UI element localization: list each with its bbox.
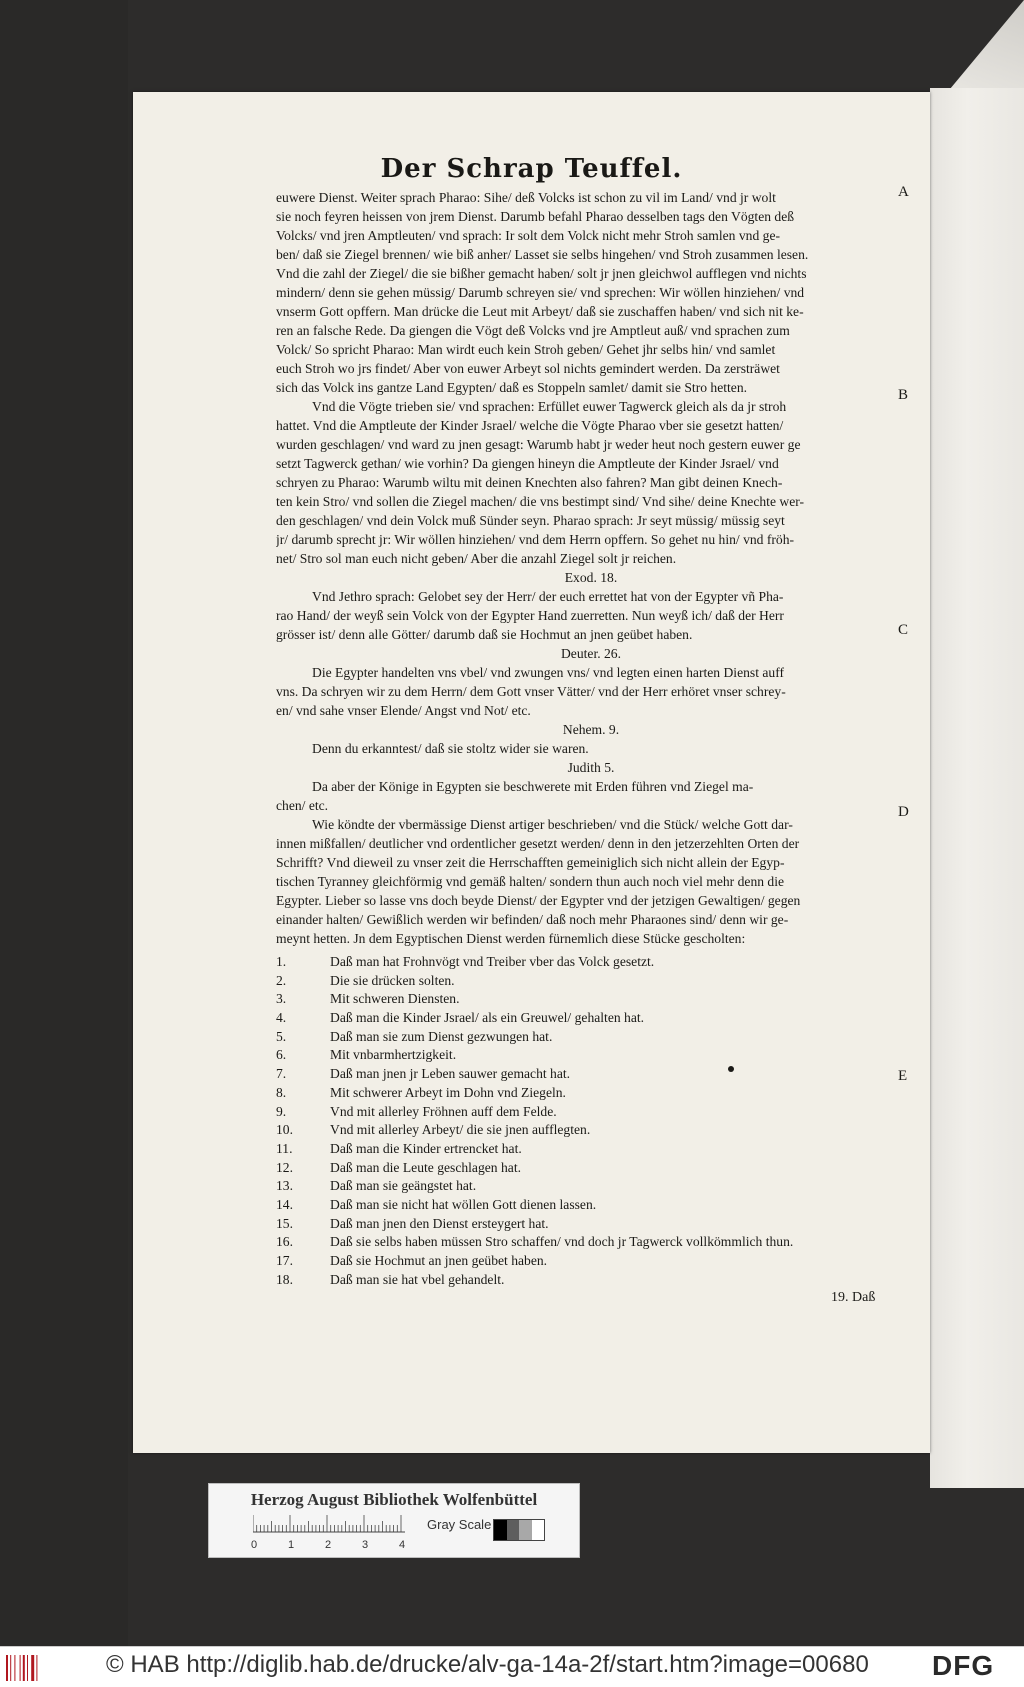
text-line: den geschlagen/ vnd dein Volck muß Sünder seyn. Pharao sprach: Jr seyt müssig/ müssig seyt [276, 513, 785, 528]
list-item-number: 10. [276, 1122, 293, 1138]
list-item-text: Daß man die Leute geschlagen hat. [330, 1159, 521, 1175]
text-line: Vnd die Vögte trieben sie/ vnd sprachen: Erfüllet euwer Tagwerck gleich als da jr stroh [312, 399, 787, 414]
barcode-bar [20, 1655, 21, 1681]
gray-scale-label: Gray Scale [427, 1517, 492, 1532]
barcode-icon [6, 1655, 46, 1681]
list-item [276, 1084, 1024, 1103]
text-line: jr/ darumb sprecht jr: Wir wöllen hinziehen/ vnd dem Herrn opffern. So gehet nu hin/ vnd fröh- [276, 532, 795, 547]
list-item-number: 8. [276, 1084, 287, 1100]
list-item [276, 1271, 1024, 1290]
list-item-text: Daß man sie zum Dienst gezwungen hat. [330, 1028, 553, 1044]
ruler-number: 1 [288, 1539, 295, 1551]
list-item-text: Daß man die Kinder Jsrael/ als ein Greuwel/ gehalten hat. [330, 1010, 645, 1026]
list-item-text: Daß man sie geängstet hat. [330, 1178, 477, 1194]
text-line: sich das Volck ins gantze Land Egypten/ daß es Stoppeln samlet/ damit sie Stro hetten. [276, 380, 748, 395]
scripture-reference: Deuter. 26. [560, 646, 622, 661]
text-line: sie noch feyren heissen von jrem Dienst. Darumb befahl Pharao desselben tags den Vögten deß [276, 209, 795, 224]
list-item [276, 953, 1024, 972]
list-item-text: Mit schweren Diensten. [330, 991, 460, 1007]
list-item-number: 1. [276, 954, 287, 969]
margin-letter-b: B [898, 387, 909, 403]
ruler-icon [253, 1515, 405, 1533]
ruler-number: 2 [325, 1539, 332, 1551]
list-item [276, 1103, 1024, 1122]
list-item [276, 1140, 1024, 1159]
list-item [276, 1177, 1024, 1196]
margin-letter-d: D [898, 804, 909, 820]
text-line: euwere Dienst. Weiter sprach Pharao: Sihe/ deß Volcks ist schon zu vil im Land/ vnd jr wolt [276, 190, 776, 205]
list-item-number: 15. [276, 1215, 293, 1231]
text-line: vnserm Gott opffern. Man drücke die Leut mit Arbeyt/ daß sie zuschaffen haben/ vnd sich nit ke- [276, 304, 804, 319]
list-item-number: 4. [276, 1010, 287, 1026]
list-item [276, 990, 1024, 1009]
copyright-url[interactable]: © HAB http://diglib.hab.de/drucke/alv-ga-14a-2f/start.htm?image=00680 [106, 1651, 869, 1678]
dfg-logo: DFG [932, 1650, 995, 1681]
text-line: ren an falsche Rede. Da giengen die Vögt deß Volcks vnd jre Amptleut auß/ vnd sprachen zum [276, 323, 790, 338]
text-line: ben/ daß sie Ziegel brennen/ wie biß anher/ Lasset sie selbs hingehen/ vnd Stroh zusammen lesen. [276, 247, 809, 262]
text-line: Vnd Jethro sprach: Gelobet sey der Herr/ der euch errettet hat von der Egypter vñ Pha- [312, 589, 784, 604]
gray-swatch [532, 1520, 545, 1540]
text-line: mindern/ denn sie gehen müssig/ Darumb schreyen sie/ vnd sprechen: Wir wöllen hinziehen/ vnd [276, 285, 805, 300]
barcode-bar [31, 1655, 34, 1681]
list-item-number: 14. [276, 1196, 293, 1212]
list-item-number: 2. [276, 972, 287, 988]
barcode-bar [14, 1655, 15, 1681]
barcode-bar [23, 1655, 25, 1681]
running-title: Der Schrap Teuffel. [380, 154, 683, 184]
list-item [276, 1159, 1024, 1178]
ink-spot [728, 1066, 734, 1072]
gray-swatch [507, 1520, 520, 1540]
list-item-number: 9. [276, 1103, 287, 1119]
margin-letter-c: C [898, 622, 909, 638]
list-item-text: Daß sie selbs haben müssen Stro schaffen/ vnd doch jr Tagwerck vollkömmlich thun. [330, 1234, 794, 1250]
gray-swatch [519, 1520, 532, 1540]
scan-color-target [208, 1483, 580, 1558]
gray-swatch [494, 1520, 507, 1540]
list-item-text: Daß man jnen jr Leben sauwer gemacht hat. [330, 1066, 571, 1082]
list-item-text: Daß man sie hat vbel gehandelt. [330, 1271, 505, 1287]
list-item-number: 5. [276, 1028, 287, 1044]
barcode-bar [10, 1655, 11, 1681]
ruler-number: 3 [362, 1539, 369, 1551]
barcode-bar [6, 1655, 8, 1681]
text-line: en/ vnd sahe vnser Elende/ Angst vnd Not/ etc. [276, 703, 531, 718]
ruler-numbers [251, 1539, 431, 1553]
text-line: Volck/ So spricht Pharao: Man wirdt euch kein Stroh geben/ Gehet jhr selbs hin/ vnd samlet [276, 342, 776, 357]
list-item-text: Die sie drücken solten. [330, 972, 455, 988]
list-item [276, 1215, 1024, 1234]
text-line: setzt Tagwerck gethan/ wie vorhin? Da giengen hineyn die Amptleute der Kinder Jsrael/ vnd [276, 456, 779, 471]
text-line: net/ Stro sol man euch nicht geben/ Aber die anzahl Ziegel solt jr reichen. [276, 551, 677, 566]
text-line: Schrifft? Vnd dieweil zu vnser zeit die Herrschafften gemeiniglich sich nicht allein der Egyp- [276, 855, 785, 870]
list-item-text: Daß sie Hochmut an jnen geübet haben. [330, 1253, 548, 1268]
list-item [276, 1028, 1024, 1047]
barcode-bar [36, 1655, 37, 1681]
text-line: Egypter. Lieber so lasse vns doch beyde Dienst/ der Egypter vnd der jetzigen Gewaltigen/ gegen [276, 893, 801, 908]
text-line: hattet. Vnd die Amptleute der Kinder Jsrael/ welche die Vögte Pharao vber sie gesetzt hatten/ [276, 418, 784, 433]
text-line: wurden geschlagen/ vnd ward zu jnen gesagt: Warumb habt jr weder heut noch gestern euwer ge [276, 437, 801, 452]
numbered-list [276, 953, 1024, 1289]
text-line: Denn du erkanntest/ daß sie stoltz wider sie waren. [312, 741, 589, 756]
barcode-bar [27, 1655, 28, 1681]
text-line: schryen zu Pharao: Warumb wiltu mit deinen Knechten also fahren? Man gibt deinen Knech- [276, 475, 783, 490]
list-item-text: Daß man die Kinder ertrencket hat. [330, 1140, 522, 1156]
list-item [276, 972, 1024, 991]
text-line: Die Egypter handelten vns vbel/ vnd zwungen vns/ vnd legten einen harten Dienst auff [312, 665, 785, 680]
gray-scale-swatches [493, 1519, 545, 1541]
list-item [276, 1252, 1024, 1271]
list-item-text: Vnd mit allerley Arbeyt/ die sie jnen aufflegten. [330, 1122, 591, 1138]
text-line: Volcks/ vnd jren Amptleuten/ vnd sprach: Ir solt dem Volck nicht mehr Stroh samlen vnd ge- [276, 228, 781, 243]
text-line: grösser ist/ denn alle Götter/ darumb daß sie Hochmut an jnen geübet haben. [276, 627, 693, 642]
text-line: rao Hand/ der weyß sein Volck von der Egypter Hand zuerretten. Nun weyß ich/ daß der Herr [276, 608, 784, 623]
scripture-reference: Nehem. 9. [562, 722, 620, 737]
text-line: ten kein Stro/ vnd sollen die Ziegel machen/ die vns bestimpt sind/ Vnd sihe/ deine Knechte wer- [276, 494, 805, 509]
text-line: Vnd die zahl der Ziegel/ die sie bißher gemacht haben/ solt jr jnen gleichwol aufflegen vnd nichts [276, 266, 807, 281]
list-item [276, 1046, 1024, 1065]
text-line: Wie köndte der vbermässige Dienst artiger beschrieben/ vnd die Stück/ welche Gott dar- [312, 817, 793, 832]
list-item-text: Vnd mit allerley Fröhnen auff dem Felde. [330, 1103, 557, 1119]
list-item [276, 1121, 1024, 1140]
ruler-number: 4 [399, 1539, 406, 1551]
document-page [133, 92, 930, 1453]
list-item-text: Daß man sie nicht hat wöllen Gott dienen lassen. [330, 1196, 597, 1212]
list-item [276, 1065, 1024, 1084]
list-item-text: Daß man jnen den Dienst ersteygert hat. [330, 1215, 549, 1231]
text-line: meynt hetten. Jn dem Egyptischen Dienst werden fürnemlich diese Stücke gescholten: [276, 931, 746, 946]
margin-letter-e: E [898, 1068, 908, 1084]
list-item-number: 7. [276, 1066, 287, 1082]
text-line: tischen Tyranney gleichförmig vnd gemäß halten/ sondern thun auch noch viel mehr denn die [276, 874, 785, 889]
list-item-number: 18. [276, 1271, 293, 1287]
ruler-number: 0 [251, 1539, 258, 1551]
list-item-text: Mit vnbarmhertzigkeit. [330, 1047, 457, 1063]
margin-letter-a: A [898, 184, 909, 200]
scripture-reference: Exod. 18. [564, 570, 618, 585]
list-item-number: 11. [276, 1140, 293, 1156]
list-item-text: Mit schwerer Arbeyt im Dohn vnd Ziegeln. [330, 1084, 566, 1100]
body-text [276, 188, 1024, 948]
scripture-reference: Judith 5. [567, 760, 615, 775]
text-line: vns. Da schryen wir zu dem Herrn/ dem Gott vnser Vätter/ vnd der Herr erhöret vnser schrey- [276, 684, 786, 699]
list-item-number: 17. [276, 1253, 293, 1268]
footer-bar [0, 1646, 1024, 1687]
list-item [276, 1009, 1024, 1028]
text-line: euch Stroh wo jrs findet/ Aber von euwer Arbeyt sol nichts gemindert werden. Da zersträwet [276, 361, 780, 376]
facing-page-corner [945, 0, 1024, 95]
text-line: einander halten/ Gewißlich werden wir befinden/ daß noch mehr Pharaones sind/ denn wir ge- [276, 912, 789, 927]
library-name: Herzog August Bibliothek Wolfenbüttel [250, 1490, 538, 1509]
text-line: innen mißfallen/ deutlicher vnd ordentlicher gesetzt werden/ denn in den jetzerzehlten Orten der [276, 836, 800, 851]
list-item [276, 1233, 1024, 1252]
scanner-background [0, 0, 128, 1646]
list-item-text: Daß man hat Frohnvögt vnd Treiber vber das Volck gesetzt. [330, 954, 655, 969]
list-item-number: 13. [276, 1178, 293, 1194]
text-line: chen/ etc. [276, 798, 329, 813]
list-item-number: 6. [276, 1047, 287, 1063]
list-item [276, 1196, 1024, 1215]
list-item-number: 12. [276, 1159, 293, 1175]
list-item-number: 16. [276, 1234, 293, 1250]
catchword: 19. Daß [831, 1290, 876, 1305]
text-line: Da aber der Könige in Egypten sie beschwerete mit Erden führen vnd Ziegel ma- [312, 779, 754, 794]
list-item-number: 3. [276, 991, 287, 1007]
